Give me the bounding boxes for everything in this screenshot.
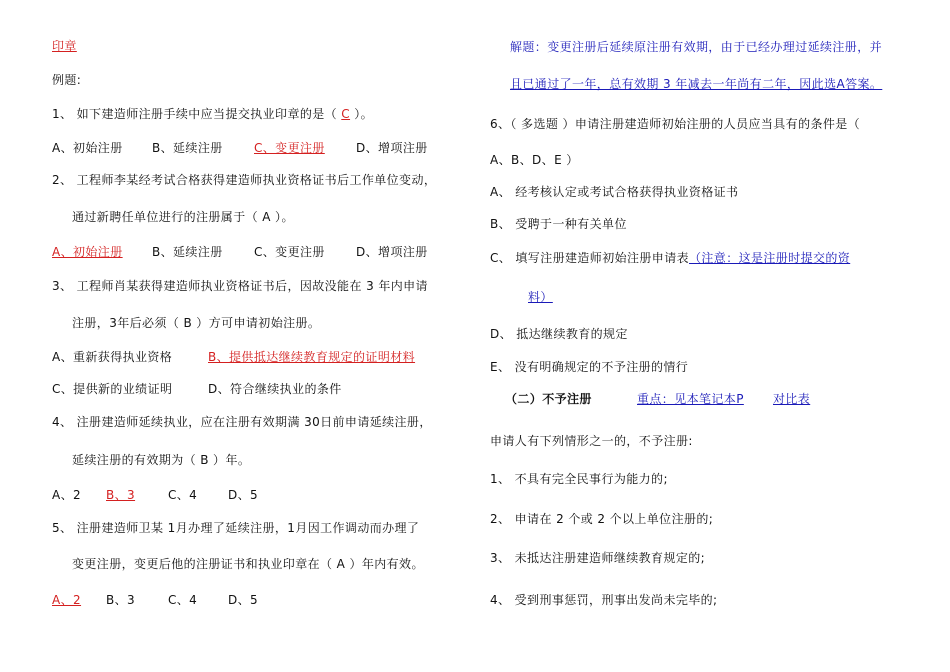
q4-option-b: B、3	[106, 488, 136, 502]
q5-line-2: 变更注册，变更后他的注册证书和执业印章在（ A ）年内有效。	[72, 557, 424, 571]
q2-line-2: 通过新聘任单位进行的注册属于（ A ）。	[72, 210, 294, 224]
q6-item-a: A、 经考核认定或考试合格获得执业资格证书	[490, 185, 739, 199]
q2-option-b: B、延续注册	[152, 245, 223, 259]
q4-option-a: A、2	[52, 488, 82, 502]
q3-option-a: A、重新获得执业资格	[52, 350, 173, 364]
q5-line-1: 5、 注册建造师卫某 1月办理了延续注册，1月因工作调动而办理了	[52, 521, 420, 535]
list-item-1: 1、 不具有完全民事行为能力的;	[490, 472, 668, 486]
list-item-2: 2、 申请在 2 个或 2 个以上单位注册的;	[490, 512, 714, 526]
q1-answer: C	[341, 107, 351, 121]
q6-line-2: A、B、D、E ）	[490, 153, 579, 167]
q4-line-2: 延续注册的有效期为（ B ）年。	[72, 453, 251, 467]
list-item-3: 3、 未抵达注册建造师继续教育规定的;	[490, 551, 706, 565]
q3-line-1: 3、 工程师肖某获得建造师执业资格证书后，因故没能在 3 年内申请	[52, 279, 428, 293]
seal-heading: 印章	[52, 39, 77, 53]
q5-option-d: D、5	[228, 593, 259, 607]
q6-item-b: B、 受聘于一种有关单位	[490, 217, 627, 231]
q4-option-c: C、4	[168, 488, 198, 502]
q1-stem-b: ）。	[350, 107, 374, 121]
q1-stem-a: 1、 如下建造师注册手续中应当提交执业印章的是（	[52, 107, 342, 121]
list-item-4: 4、 受到刑事惩罚，刑事出发尚未完毕的;	[490, 593, 718, 607]
q1-option-a: A、初始注册	[52, 141, 123, 155]
q1-option-d: D、增项注册	[356, 141, 428, 155]
q5-option-a: A、2	[52, 593, 82, 607]
q6-item-c-text: C、 填写注册建造师初始注册申请表	[490, 251, 689, 265]
explanation-line-2: 且已通过了一年，总有效期 3 年减去一年尚有二年，因此选A答案。	[510, 77, 883, 91]
q6-item-d: D、 抵达继续教育的规定	[490, 327, 628, 341]
section-heading: （二）不予注册	[505, 392, 592, 406]
section-note: 重点：见本笔记本P	[637, 392, 744, 406]
q3-option-b: B、提供抵达继续教育规定的证明材料	[208, 350, 416, 364]
q6-item-c	[490, 250, 850, 266]
q1-option-b: B、延续注册	[152, 141, 223, 155]
q3-option-c: C、提供新的业绩证明	[52, 382, 173, 396]
q2-option-c: C、变更注册	[254, 245, 325, 259]
q5-option-c: C、4	[168, 593, 198, 607]
q3-line-2: 注册，3年后必须（ B ）方可申请初始注册。	[72, 316, 321, 330]
q6-note-line-2: 料）	[528, 290, 553, 304]
explanation-line-1: 解题：变更注册后延续原注册有效期，由于已经办理过延续注册，并	[510, 40, 883, 54]
q2-line-1: 2、 工程师李某经考试合格获得建造师执业资格证书后工作单位变动，	[52, 173, 437, 187]
q6-item-e: E、 没有明确规定的不予注册的情行	[490, 360, 689, 374]
q4-line-1: 4、 注册建造师延续执业，应在注册有效期满 30日前申请延续注册，	[52, 415, 432, 429]
q2-option-d: D、增项注册	[356, 245, 428, 259]
q4-option-d: D、5	[228, 488, 259, 502]
q6-line-1: 6、（ 多选题 ）申请注册建造师初始注册的人员应当具有的条件是（	[490, 117, 861, 131]
q3-option-d: D、符合继续执业的条件	[208, 382, 342, 396]
q1-option-c: C、变更注册	[254, 141, 325, 155]
q5-option-b: B、3	[106, 593, 136, 607]
q2-option-a: A、初始注册	[52, 245, 123, 259]
section-note-2: 对比表	[773, 392, 811, 406]
question-1	[52, 106, 373, 122]
section-intro: 申请人有下列情形之一的，不予注册:	[490, 434, 693, 448]
q6-note-line-1: （注意：这是注册时提交的资	[689, 251, 851, 265]
example-label: 例题:	[52, 73, 82, 87]
